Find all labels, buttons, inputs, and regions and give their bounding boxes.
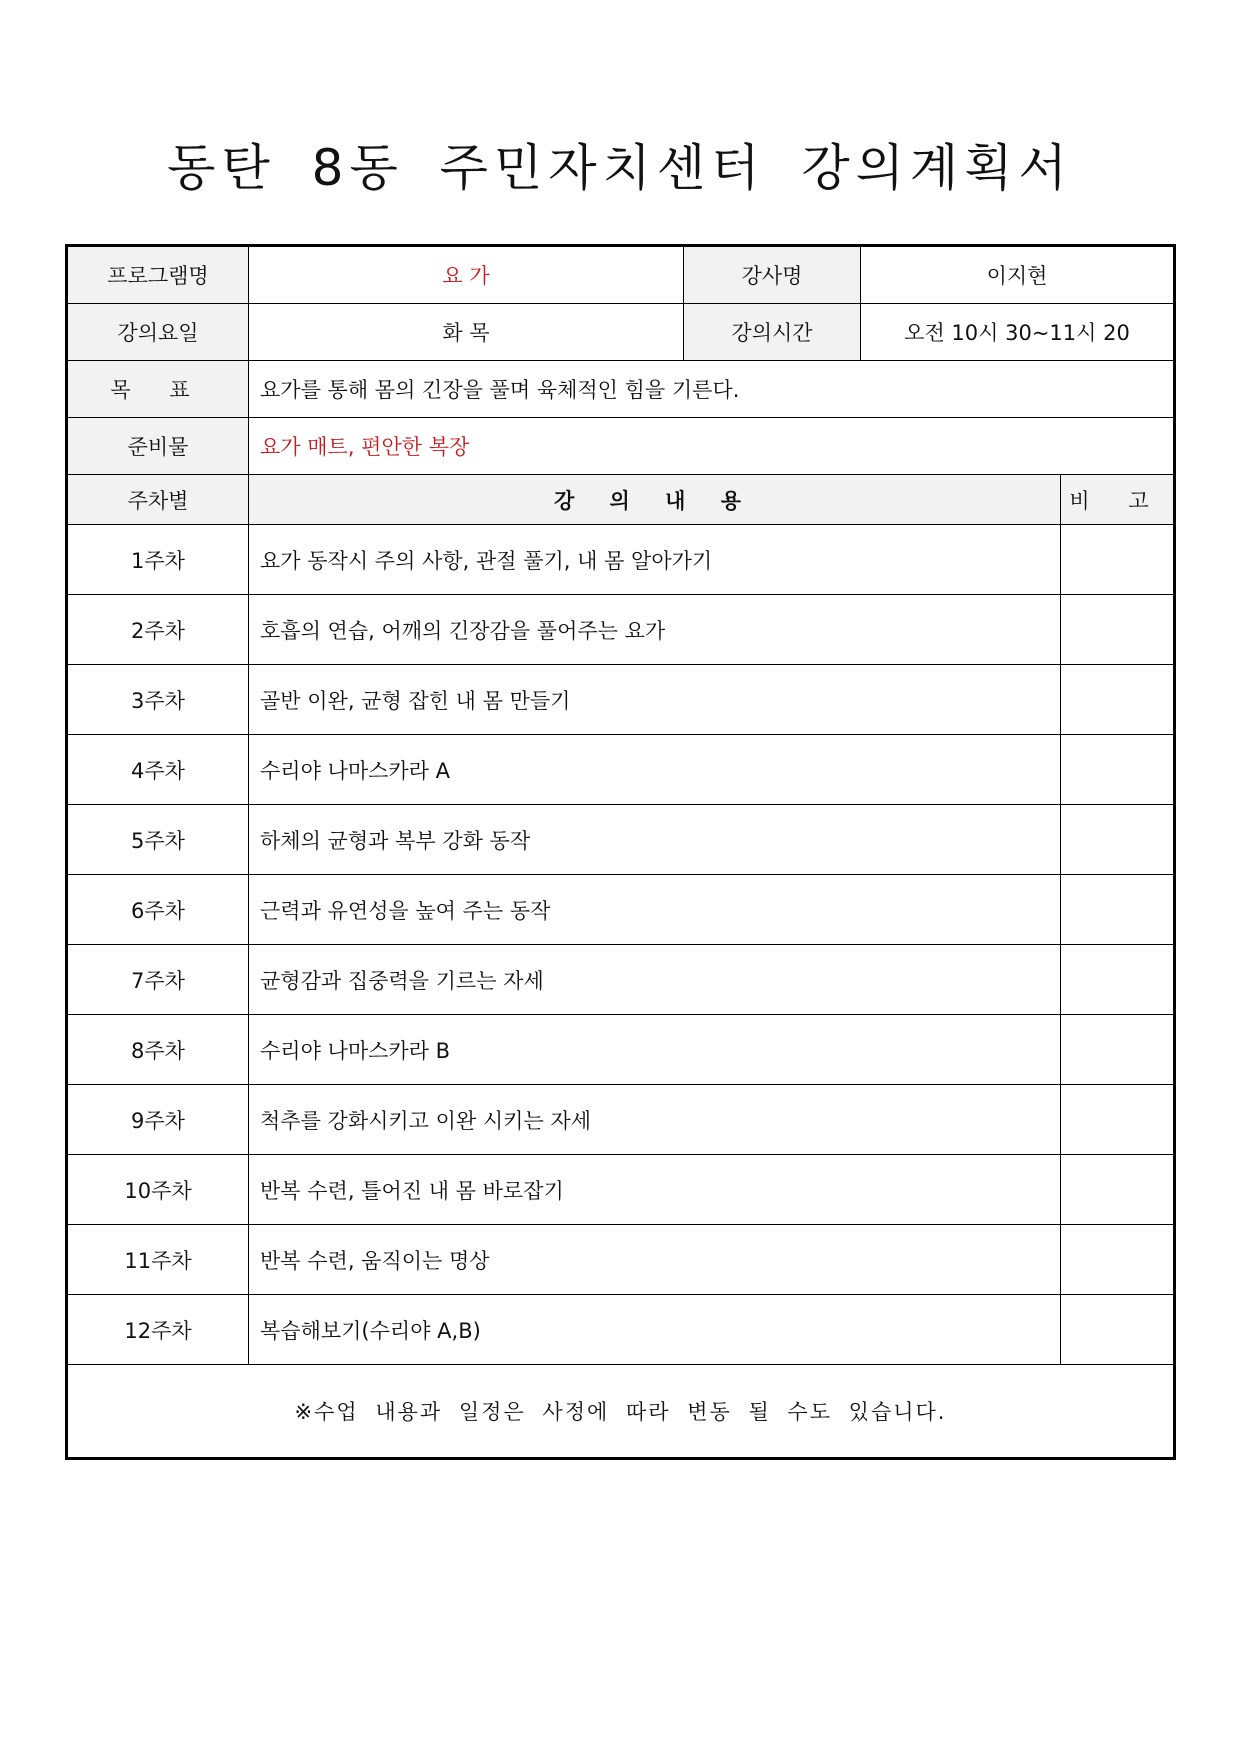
- remark-header: 비 고: [1061, 475, 1175, 525]
- content-header: 강 의 내 용: [249, 475, 1061, 525]
- week-remark: [1061, 1155, 1175, 1225]
- teacher-label: 강사명: [684, 246, 861, 304]
- lecture-plan-table: [65, 244, 1176, 1460]
- week-label: 10주차: [67, 1155, 249, 1225]
- week-content: 척추를 강화시키고 이완 시키는 자세: [249, 1085, 1061, 1155]
- day-value: 화 목: [249, 304, 684, 361]
- schedule-header-row: [67, 475, 1175, 525]
- week-label: 1주차: [67, 525, 249, 595]
- week-remark: [1061, 875, 1175, 945]
- week-row: [67, 1155, 1175, 1225]
- week-row: [67, 595, 1175, 665]
- week-row: [67, 1015, 1175, 1085]
- week-remark: [1061, 525, 1175, 595]
- week-remark: [1061, 1085, 1175, 1155]
- goal-label: 목 표: [67, 361, 249, 418]
- week-label: 11주차: [67, 1225, 249, 1295]
- week-row: [67, 805, 1175, 875]
- week-header: 주차별: [67, 475, 249, 525]
- supplies-value: 요가 매트, 편안한 복장: [249, 418, 1175, 475]
- week-content: 반복 수련, 틀어진 내 몸 바로잡기: [249, 1155, 1061, 1225]
- week-remark: [1061, 805, 1175, 875]
- week-content: 요가 동작시 주의 사항, 관절 풀기, 내 몸 알아가기: [249, 525, 1061, 595]
- week-row: [67, 1225, 1175, 1295]
- week-row: [67, 525, 1175, 595]
- week-label: 3주차: [67, 665, 249, 735]
- week-content: 반복 수련, 움직이는 명상: [249, 1225, 1061, 1295]
- week-label: 8주차: [67, 1015, 249, 1085]
- supplies-row: [67, 418, 1175, 475]
- week-content: 복습해보기(수리야 A,B): [249, 1295, 1061, 1365]
- week-remark: [1061, 665, 1175, 735]
- week-content: 호흡의 연습, 어깨의 긴장감을 풀어주는 요가: [249, 595, 1061, 665]
- week-row: [67, 1085, 1175, 1155]
- week-label: 4주차: [67, 735, 249, 805]
- week-label: 12주차: [67, 1295, 249, 1365]
- schedule-info-row: [67, 304, 1175, 361]
- week-remark: [1061, 735, 1175, 805]
- day-label: 강의요일: [67, 304, 249, 361]
- program-row: [67, 246, 1175, 304]
- footer-note-row: [67, 1365, 1175, 1459]
- week-content: 골반 이완, 균형 잡힌 내 몸 만들기: [249, 665, 1061, 735]
- week-row: [67, 1295, 1175, 1365]
- week-remark: [1061, 1225, 1175, 1295]
- week-row: [67, 875, 1175, 945]
- goal-value: 요가를 통해 몸의 긴장을 풀며 육체적인 힘을 기른다.: [249, 361, 1175, 418]
- week-content: 수리야 나마스카라 A: [249, 735, 1061, 805]
- week-content: 수리야 나마스카라 B: [249, 1015, 1061, 1085]
- week-content: 균형감과 집중력을 기르는 자세: [249, 945, 1061, 1015]
- week-label: 6주차: [67, 875, 249, 945]
- week-content: 하체의 균형과 복부 강화 동작: [249, 805, 1061, 875]
- week-row: [67, 665, 1175, 735]
- week-remark: [1061, 1295, 1175, 1365]
- week-label: 9주차: [67, 1085, 249, 1155]
- time-label: 강의시간: [684, 304, 861, 361]
- time-value: 오전 10시 30~11시 20: [861, 304, 1175, 361]
- week-remark: [1061, 945, 1175, 1015]
- week-row: [67, 945, 1175, 1015]
- week-label: 7주차: [67, 945, 249, 1015]
- program-value: 요 가: [249, 246, 684, 304]
- teacher-value: 이지현: [861, 246, 1175, 304]
- page-title: 동탄 8동 주민자치센터 강의계획서: [167, 139, 1073, 197]
- goal-row: [67, 361, 1175, 418]
- week-remark: [1061, 1015, 1175, 1085]
- week-label: 2주차: [67, 595, 249, 665]
- program-label: 프로그램명: [67, 246, 249, 304]
- supplies-label: 준비물: [67, 418, 249, 475]
- footer-note: ※수업 내용과 일정은 사정에 따라 변동 될 수도 있습니다.: [67, 1365, 1175, 1459]
- week-row: [67, 735, 1175, 805]
- week-label: 5주차: [67, 805, 249, 875]
- week-content: 근력과 유연성을 높여 주는 동작: [249, 875, 1061, 945]
- week-remark: [1061, 595, 1175, 665]
